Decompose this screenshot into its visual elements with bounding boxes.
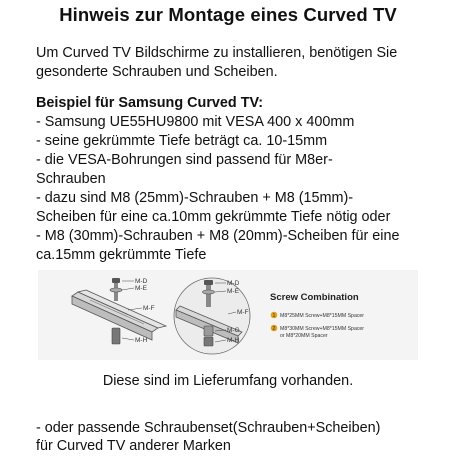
spacer-icon [112,328,120,344]
mounting-figure [38,270,418,360]
example-line: - die VESA-Bohrungen sind passend für M8er- [36,152,333,168]
screw-combination-title: Screw Combination [270,292,359,303]
part-label: M-F [143,305,155,312]
bracket-diagram-left [72,278,166,344]
part-label: M-E [227,288,239,295]
part-label: M-H [227,337,240,344]
part-label: M-G [227,327,240,334]
part-label: M-E [135,285,147,292]
screw-icon [112,278,120,283]
bracket-diagram-right [174,278,250,354]
example-section [36,94,451,265]
footer-line: - oder passende Schraubenset(Schrauben+Scheiben) [36,420,381,436]
example-line: - M8 (30mm)-Schrauben + M8 (20mm)-Scheiben für eine [36,228,400,244]
footer-note [36,419,446,455]
screw-icon [204,280,213,285]
intro-paragraph [36,44,446,82]
option-text: M8*30MM Screw+M8*15MM Spacer [280,326,365,332]
intro-line: Um Curved TV Bildschirme zu installieren, benötigen Sie [36,45,398,61]
mounting-diagram [38,270,418,360]
spacer-icon [204,326,213,336]
page-title: Hinweis zur Montage eines Curved TV [59,4,397,25]
example-line: Schrauben [36,171,106,187]
part-label: M-F [237,309,249,316]
option-number: 2 [272,326,276,332]
option-text: or M8*20MM Spacer [280,333,328,339]
example-line: - Samsung UE55HU9800 mit VESA 400 x 400mm [36,114,355,130]
example-heading: Beispiel für Samsung Curved TV: [36,95,264,111]
example-line: ca.15mm gekrümmte Tiefe [36,247,207,263]
part-label: M-D [135,278,148,285]
intro-line: gesonderte Schrauben und Scheiben. [36,64,278,80]
part-label: M-H [135,337,148,344]
example-line: - dazu sind M8 (25mm)-Schrauben + M8 (15mm)- [36,190,354,206]
footer-line: für Curved TV anderer Marken [36,438,231,454]
option-text: M8*25MM Screw+M8*15MM Spacer [280,313,365,319]
screw-combination-legend [270,292,364,339]
part-label: M-D [227,280,240,287]
figure-caption: Diese sind im Lieferumfang vorhanden. [102,373,354,389]
option-number: 1 [272,313,276,319]
example-line: Scheiben für eine ca.10mm gekrümmte Tiefe nötig oder [36,209,391,225]
example-line: - seine gekrümmte Tiefe beträgt ca. 10-15mm [36,133,328,149]
